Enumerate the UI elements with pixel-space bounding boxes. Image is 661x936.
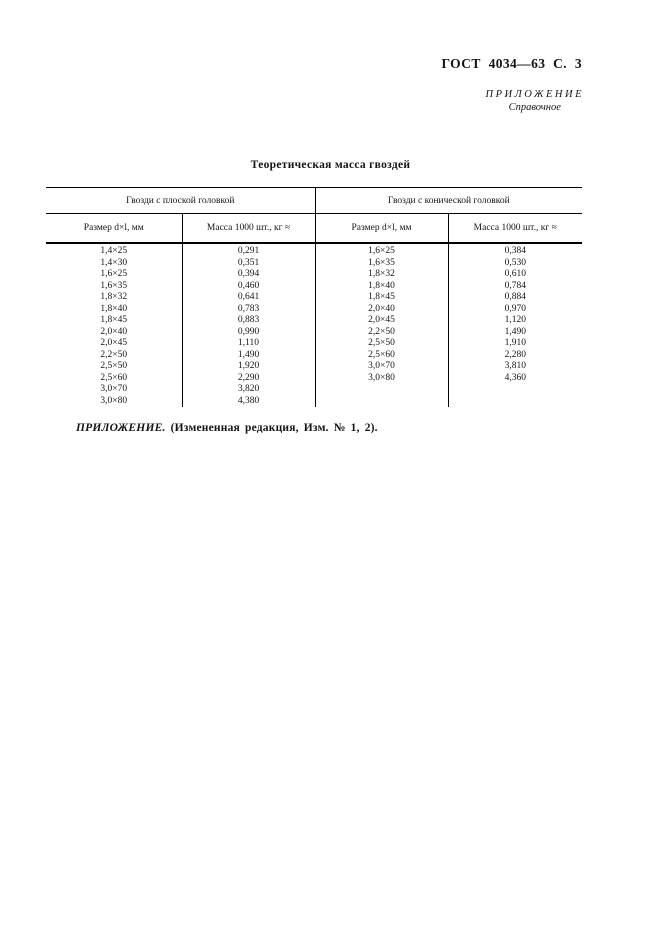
table-cell: 1,8×45 [100,315,128,325]
table-cell: 0,530 [448,258,582,270]
annex-label: ПРИЛОЖЕНИЕ [485,89,584,100]
table-body [46,243,582,407]
amendment-note [76,422,378,434]
group-header-flat-head: Гвозди с плоской головкой [46,188,315,214]
nail-mass-table [46,187,582,407]
column-header-mass-left: Масса 1000 шт., кг ≈ [182,214,315,244]
column-header-size-left: Размер d×l, мм [46,214,182,244]
table-cell: 0,351 [182,258,315,270]
table-row [46,338,582,350]
table-cell: 2,0×45 [315,315,448,327]
table-cell [448,384,582,396]
table-cell: 2,2×50 [100,349,128,360]
table-cell: 0,610 [448,269,582,281]
table-row [46,304,582,316]
standard-reference: ГОСТ 4034—63 С. 3 [441,56,582,71]
table-title: Теоретическая масса гвоздей [250,159,411,171]
table-cell: 1,910 [448,338,582,350]
table-cell: 2,5×60 [315,350,448,362]
table-cell: 1,4×25 [100,246,128,256]
table-cell: 0,970 [448,304,582,316]
table-cell: 2,290 [182,373,315,385]
table-cell [448,396,582,408]
table-cell: 0,460 [182,281,315,293]
table-row [46,327,582,339]
table-cell: 1,920 [182,361,315,373]
annex-type: Справочное [508,102,561,113]
table-row [46,292,582,304]
table-cell: 0,641 [182,292,315,304]
table-row [46,350,582,362]
group-header-conical-head: Гвозди с конической головкой [315,188,582,214]
table-row [46,361,582,373]
table-row [46,315,582,327]
column-header-size-right: Размер d×l, мм [315,214,448,244]
column-header-row [46,214,582,244]
table-cell: 1,490 [448,327,582,339]
table-cell: 2,5×50 [315,338,448,350]
table-row [46,384,582,396]
table-cell [315,384,448,396]
table-cell: 0,784 [448,281,582,293]
table-cell: 1,8×40 [315,281,448,293]
table-row [46,243,582,258]
table-cell: 1,6×35 [100,280,128,291]
table-cell: 1,8×45 [315,292,448,304]
table-cell: 4,380 [182,396,315,408]
table-cell: 3,810 [448,361,582,373]
table-cell: 0,291 [182,243,315,258]
table-cell: 0,884 [448,292,582,304]
column-header-mass-right: Масса 1000 шт., кг ≈ [448,214,582,244]
table-cell: 1,6×25 [315,243,448,258]
table-cell: 2,2×50 [315,327,448,339]
group-header-row [46,188,582,214]
table-cell: 1,8×32 [315,269,448,281]
table-row [46,281,582,293]
table-cell [315,396,448,408]
table-cell: 2,0×40 [100,326,128,337]
table-cell: 3,820 [182,384,315,396]
table-cell: 3,0×80 [100,395,128,406]
table-cell: 1,8×40 [100,303,128,314]
table-cell: 1,490 [182,350,315,362]
table-row [46,269,582,281]
table-row [46,396,582,408]
table-cell: 3,0×70 [100,384,128,394]
table-cell: 1,4×30 [100,257,128,268]
table-cell: 2,0×45 [100,338,128,348]
table-cell: 1,110 [182,338,315,350]
table-cell: 2,5×50 [100,361,128,371]
table-cell: 4,360 [448,373,582,385]
table-cell: 0,990 [182,327,315,339]
amendment-note-text: (Измененная редакция, Изм. № 1, 2). [165,422,378,434]
table-cell: 2,280 [448,350,582,362]
table-cell: 3,0×80 [315,373,448,385]
table-cell: 0,883 [182,315,315,327]
table-cell: 1,6×35 [315,258,448,270]
table-cell: 0,783 [182,304,315,316]
table-cell: 1,8×32 [100,292,128,302]
table-cell: 2,5×60 [100,372,128,383]
table-cell: 0,384 [448,243,582,258]
table-row [46,373,582,385]
table-cell: 1,6×25 [100,269,128,279]
table-cell: 1,120 [448,315,582,327]
amendment-note-lead: ПРИЛОЖЕНИЕ. [76,422,166,434]
table-cell: 0,394 [182,269,315,281]
table-cell: 3,0×70 [315,361,448,373]
annex-block [486,89,585,113]
table-cell: 2,0×40 [315,304,448,316]
table-row [46,258,582,270]
